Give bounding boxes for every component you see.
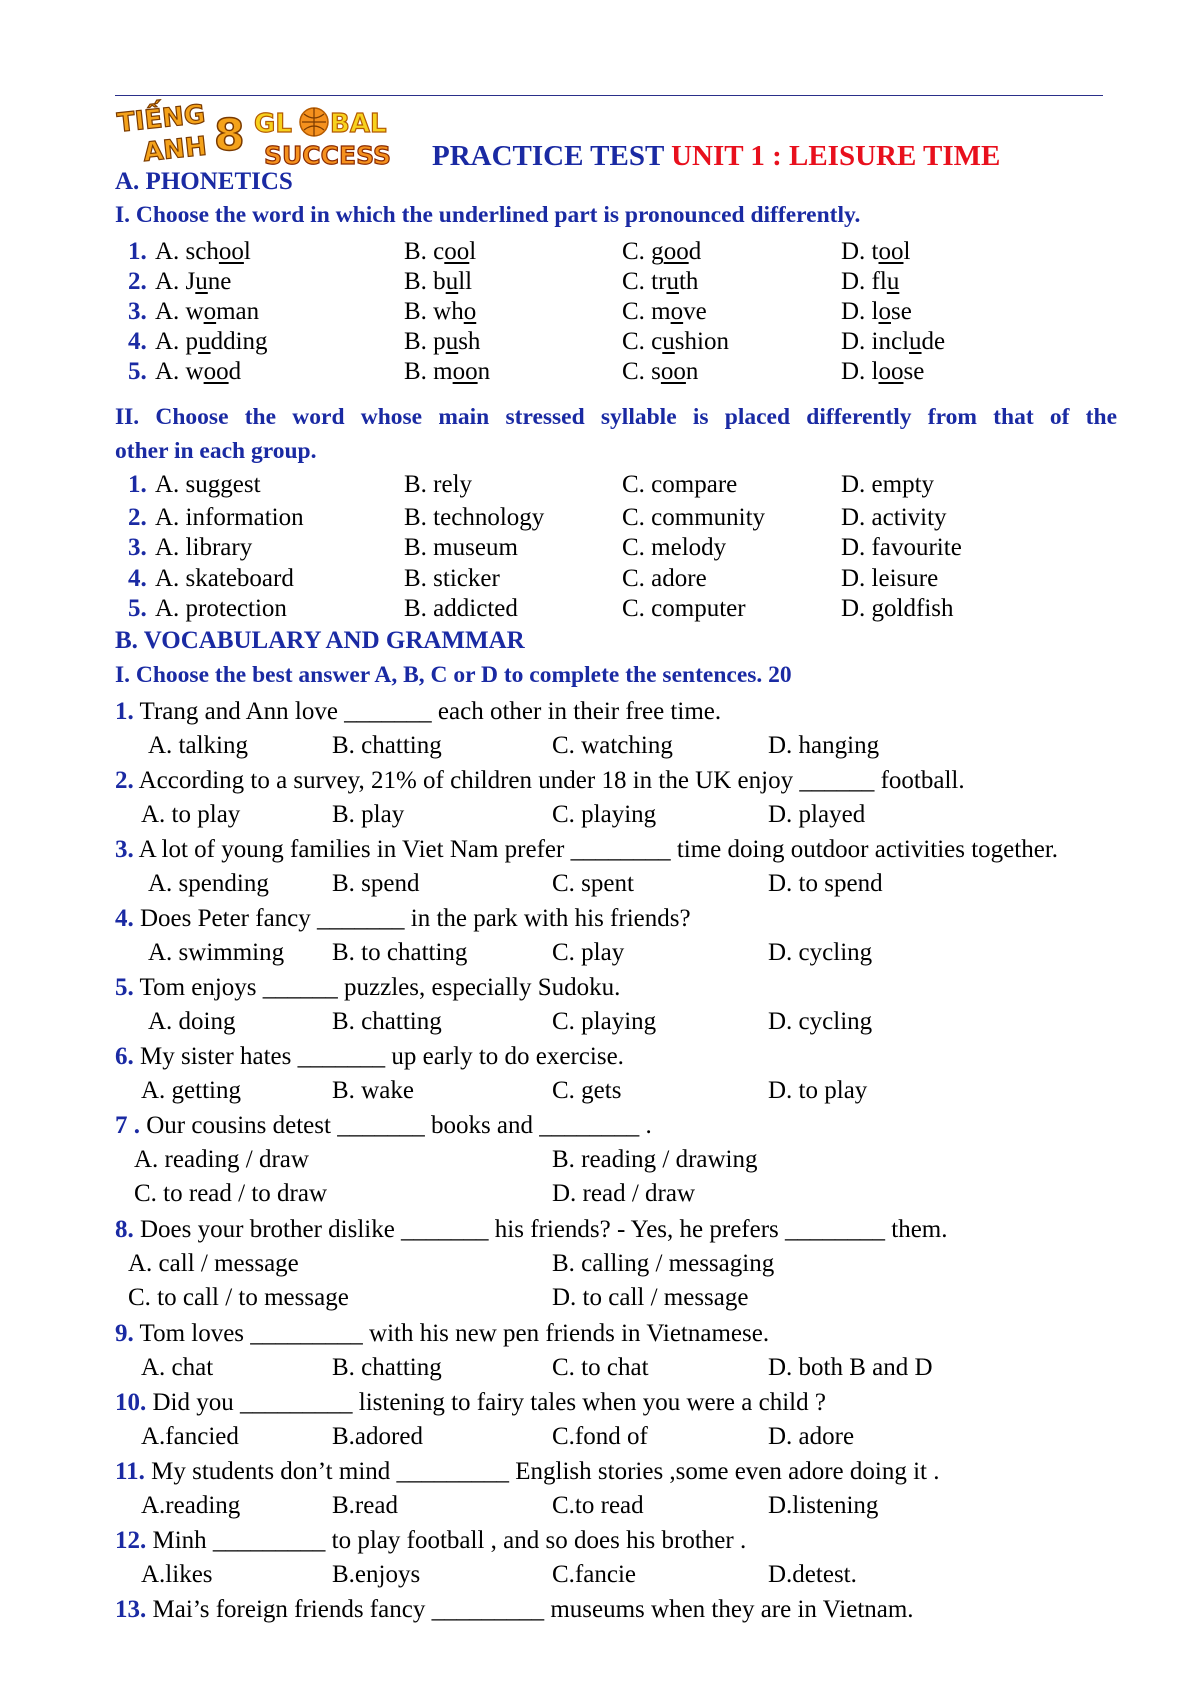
answer-option: C. play <box>552 939 625 966</box>
stress-option: B. technology <box>404 504 545 531</box>
question-number: 4. <box>115 905 134 932</box>
answer-option: C. playing <box>552 1008 657 1035</box>
question-text: My students don’t mind _________ English stories ,some even adore doing it . <box>144 1458 940 1485</box>
question-number: 13. <box>115 1596 147 1623</box>
part2-instruction-line2: other in each group. <box>115 438 317 464</box>
underlined-sound: o <box>463 298 477 325</box>
phonetics-option: C. soon <box>622 358 699 385</box>
svg-text:GL: GL <box>254 109 292 139</box>
answer-option: C. gets <box>552 1077 622 1104</box>
answer-option: B. play <box>332 801 405 828</box>
answer-option: A. getting <box>141 1077 241 1104</box>
question-stem <box>115 1389 826 1417</box>
answer-option: C.fancie <box>552 1561 636 1588</box>
answer-option: B. calling / messaging <box>552 1250 775 1277</box>
question-text: Tom enjoys ______ puzzles, especially Sudoku. <box>133 974 621 1001</box>
phonetics-option: D. loose <box>841 358 925 385</box>
phonetics-option: D. tool <box>841 238 911 265</box>
stress-question-number: 4. <box>128 565 147 592</box>
question-text: A lot of young families in Viet Nam prefer ________ time doing outdoor activities together. <box>133 836 1059 863</box>
question-number: 8. <box>115 1216 134 1243</box>
question-number: 1. <box>115 698 134 725</box>
answer-option: A.fancied <box>141 1423 239 1450</box>
answer-option: B. chatting <box>332 1008 442 1035</box>
stress-question-number: 3. <box>128 534 147 561</box>
answer-option: A. swimming <box>148 939 285 966</box>
phonetics-option: D. include <box>841 328 946 355</box>
phonetics-option: A. wood <box>155 358 242 385</box>
stress-option: C. community <box>622 504 766 531</box>
answer-option: D. cycling <box>768 1008 873 1035</box>
stress-option: C. compare <box>622 471 738 498</box>
question-number: 9. <box>115 1320 134 1347</box>
answer-option: D.listening <box>768 1492 879 1519</box>
phonetics-option: C. move <box>622 298 707 325</box>
stress-option: A. library <box>155 534 253 561</box>
part2-instruction-line1: II. Choose the word whose main stressed syllable is placed differently from that of the <box>115 404 1117 430</box>
question-text: According to a survey, 21% of children under 18 in the UK enjoy ______ football. <box>133 767 965 794</box>
answer-option: C. playing <box>552 801 657 828</box>
answer-option: B.read <box>332 1492 398 1519</box>
stress-option: D. activity <box>841 504 947 531</box>
stress-option: C. adore <box>622 565 707 592</box>
question-number: 7 . <box>115 1112 140 1139</box>
answer-option: D. adore <box>768 1423 855 1450</box>
phonetics-option: B. moon <box>404 358 491 385</box>
question-stem <box>115 1043 624 1071</box>
title-prefix: PRACTICE TEST <box>432 140 664 172</box>
phonetics-question-number: 4. <box>128 328 147 355</box>
phonetics-option: C. good <box>622 238 702 265</box>
answer-option: D. read / draw <box>552 1180 695 1207</box>
phonetics-option: A. pudding <box>155 328 268 355</box>
question-stem <box>115 1112 652 1140</box>
question-text: Trang and Ann love _______ each other in their free time. <box>133 698 722 725</box>
question-text: Our cousins detest _______ books and ________ . <box>140 1112 652 1139</box>
question-stem <box>115 1216 948 1244</box>
answer-option: B. reading / drawing <box>552 1146 758 1173</box>
svg-text:TIẾNG: TIẾNG <box>115 99 207 139</box>
answer-option: B. chatting <box>332 732 442 759</box>
answer-option: C.to read <box>552 1492 644 1519</box>
question-stem <box>115 1320 769 1348</box>
answer-option: A. chat <box>141 1354 214 1381</box>
question-number: 6. <box>115 1043 134 1070</box>
underlined-sound: o <box>670 298 684 325</box>
stress-option: A. skateboard <box>155 565 294 592</box>
question-stem <box>115 698 721 726</box>
question-stem <box>115 974 620 1002</box>
underlined-sound: u <box>445 328 459 355</box>
answer-option: A. spending <box>148 870 269 897</box>
svg-text:ANH: ANH <box>141 131 209 169</box>
question-text: Minh _________ to play football , and so does his brother . <box>146 1527 747 1554</box>
phonetics-question-number: 2. <box>128 268 147 295</box>
phonetics-option: C. cushion <box>622 328 729 355</box>
question-text: Does your brother dislike _______ his friends? - Yes, he prefers ________ them. <box>133 1216 948 1243</box>
question-stem <box>115 1596 914 1624</box>
phonetics-question-number: 1. <box>128 238 147 265</box>
answer-option: C. watching <box>552 732 673 759</box>
header-rule <box>115 95 1103 96</box>
answer-option: B. wake <box>332 1077 414 1104</box>
answer-option: A.reading <box>141 1492 241 1519</box>
section-b-instruction: I. Choose the best answer A, B, C or D to complete the sentences. 20 <box>115 662 792 688</box>
question-text: Mai’s foreign friends fancy _________ museums when they are in Vietnam. <box>146 1596 914 1623</box>
question-number: 5. <box>115 974 134 1001</box>
phonetics-option: B. cool <box>404 238 477 265</box>
stress-option: B. museum <box>404 534 518 561</box>
answer-option: D. cycling <box>768 939 873 966</box>
tieng-anh-global-success-logo <box>114 98 414 174</box>
phonetics-option: B. who <box>404 298 477 325</box>
stress-option: D. leisure <box>841 565 939 592</box>
question-number: 2. <box>115 767 134 794</box>
answer-option: A.likes <box>141 1561 213 1588</box>
title-unit: UNIT 1 : LEISURE TIME <box>671 140 1001 172</box>
question-text: Did you _________ listening to fairy tales when you were a child ? <box>146 1389 826 1416</box>
underlined-sound: oo <box>660 358 686 385</box>
question-number: 11. <box>115 1458 145 1485</box>
underlined-sound: u <box>195 268 208 295</box>
answer-option: A. talking <box>148 732 248 759</box>
answer-option: D. to play <box>768 1077 868 1104</box>
answer-option: B. to chatting <box>332 939 468 966</box>
stress-option: B. addicted <box>404 595 518 622</box>
question-text: Tom loves _________ with his new pen friends in Vietnamese. <box>133 1320 770 1347</box>
answer-option: D.detest. <box>768 1561 857 1588</box>
question-stem <box>115 905 691 933</box>
stress-option: A. information <box>155 504 304 531</box>
stress-option: D. empty <box>841 471 935 498</box>
answer-option: D. played <box>768 801 866 828</box>
stress-question-number: 1. <box>128 471 147 498</box>
stress-question-number: 2. <box>128 504 147 531</box>
stress-option: C. computer <box>622 595 746 622</box>
phonetics-option: A. woman <box>155 298 260 325</box>
question-stem <box>115 1527 746 1555</box>
question-stem <box>115 767 965 795</box>
svg-text:8: 8 <box>214 110 245 161</box>
phonetics-question-number: 5. <box>128 358 147 385</box>
phonetics-option: A. school <box>155 238 251 265</box>
page-title <box>432 140 1000 173</box>
underlined-sound: o <box>203 298 217 325</box>
stress-option: A. protection <box>155 595 287 622</box>
underlined-sound: o <box>878 298 891 325</box>
answer-option: B. spend <box>332 870 420 897</box>
phonetics-option: B. push <box>404 328 481 355</box>
stress-option: D. favourite <box>841 534 962 561</box>
answer-option: D. both B and D <box>768 1354 933 1381</box>
answer-option: C.fond of <box>552 1423 648 1450</box>
underlined-sound: oo <box>218 238 244 265</box>
answer-option: A. doing <box>148 1008 236 1035</box>
stress-option: C. melody <box>622 534 727 561</box>
section-a-heading: A. PHONETICS <box>115 168 293 195</box>
stress-option: A. suggest <box>155 471 261 498</box>
answer-option: B. chatting <box>332 1354 442 1381</box>
answer-option: B.adored <box>332 1423 423 1450</box>
part1-instruction: I. Choose the word in which the underlined part is pronounced differently. <box>115 202 861 228</box>
underlined-sound: oo <box>878 238 904 265</box>
question-stem <box>115 836 1058 864</box>
underlined-sound: u <box>445 268 459 295</box>
question-stem <box>115 1458 940 1486</box>
answer-option: C. spent <box>552 870 634 897</box>
answer-option: B.enjoys <box>332 1561 421 1588</box>
phonetics-option: C. truth <box>622 268 699 295</box>
answer-option: A. reading / draw <box>134 1146 309 1173</box>
answer-option: D. hanging <box>768 732 880 759</box>
section-b-heading: B. VOCABULARY AND GRAMMAR <box>115 627 525 654</box>
question-text: My sister hates _______ up early to do exercise. <box>133 1043 624 1070</box>
stress-option: D. goldfish <box>841 595 954 622</box>
answer-option: D. to call / message <box>552 1284 749 1311</box>
phonetics-option: B. bull <box>404 268 473 295</box>
phonetics-option: A. June <box>155 268 232 295</box>
svg-text:SUCCESS: SUCCESS <box>264 141 391 170</box>
underlined-sound: oo <box>663 238 689 265</box>
svg-text:BAL: BAL <box>330 109 387 139</box>
answer-option: A. to play <box>141 801 241 828</box>
phonetics-option: D. flu <box>841 268 900 295</box>
answer-option: C. to read / to draw <box>134 1180 328 1207</box>
stress-option: B. sticker <box>404 565 500 592</box>
underlined-sound: oo <box>444 238 470 265</box>
stress-option: B. rely <box>404 471 473 498</box>
answer-option: D. to spend <box>768 870 883 897</box>
underlined-sound: oo <box>878 358 904 385</box>
phonetics-question-number: 3. <box>128 298 147 325</box>
underlined-sound: u <box>198 328 211 355</box>
question-number: 10. <box>115 1389 147 1416</box>
answer-option: A. call / message <box>128 1250 299 1277</box>
phonetics-option: D. lose <box>841 298 912 325</box>
underlined-sound: u <box>909 328 922 355</box>
underlined-sound: u <box>886 268 900 295</box>
answer-option: C. to call / to message <box>128 1284 349 1311</box>
underlined-sound: oo <box>452 358 478 385</box>
answer-option: C. to chat <box>552 1354 649 1381</box>
question-number: 12. <box>115 1527 147 1554</box>
underlined-sound: u <box>666 268 679 295</box>
question-text: Does Peter fancy _______ in the park with his friends? <box>133 905 691 932</box>
stress-question-number: 5. <box>128 595 147 622</box>
underlined-sound: oo <box>203 358 229 385</box>
underlined-sound: u <box>662 328 675 355</box>
question-number: 3. <box>115 836 134 863</box>
